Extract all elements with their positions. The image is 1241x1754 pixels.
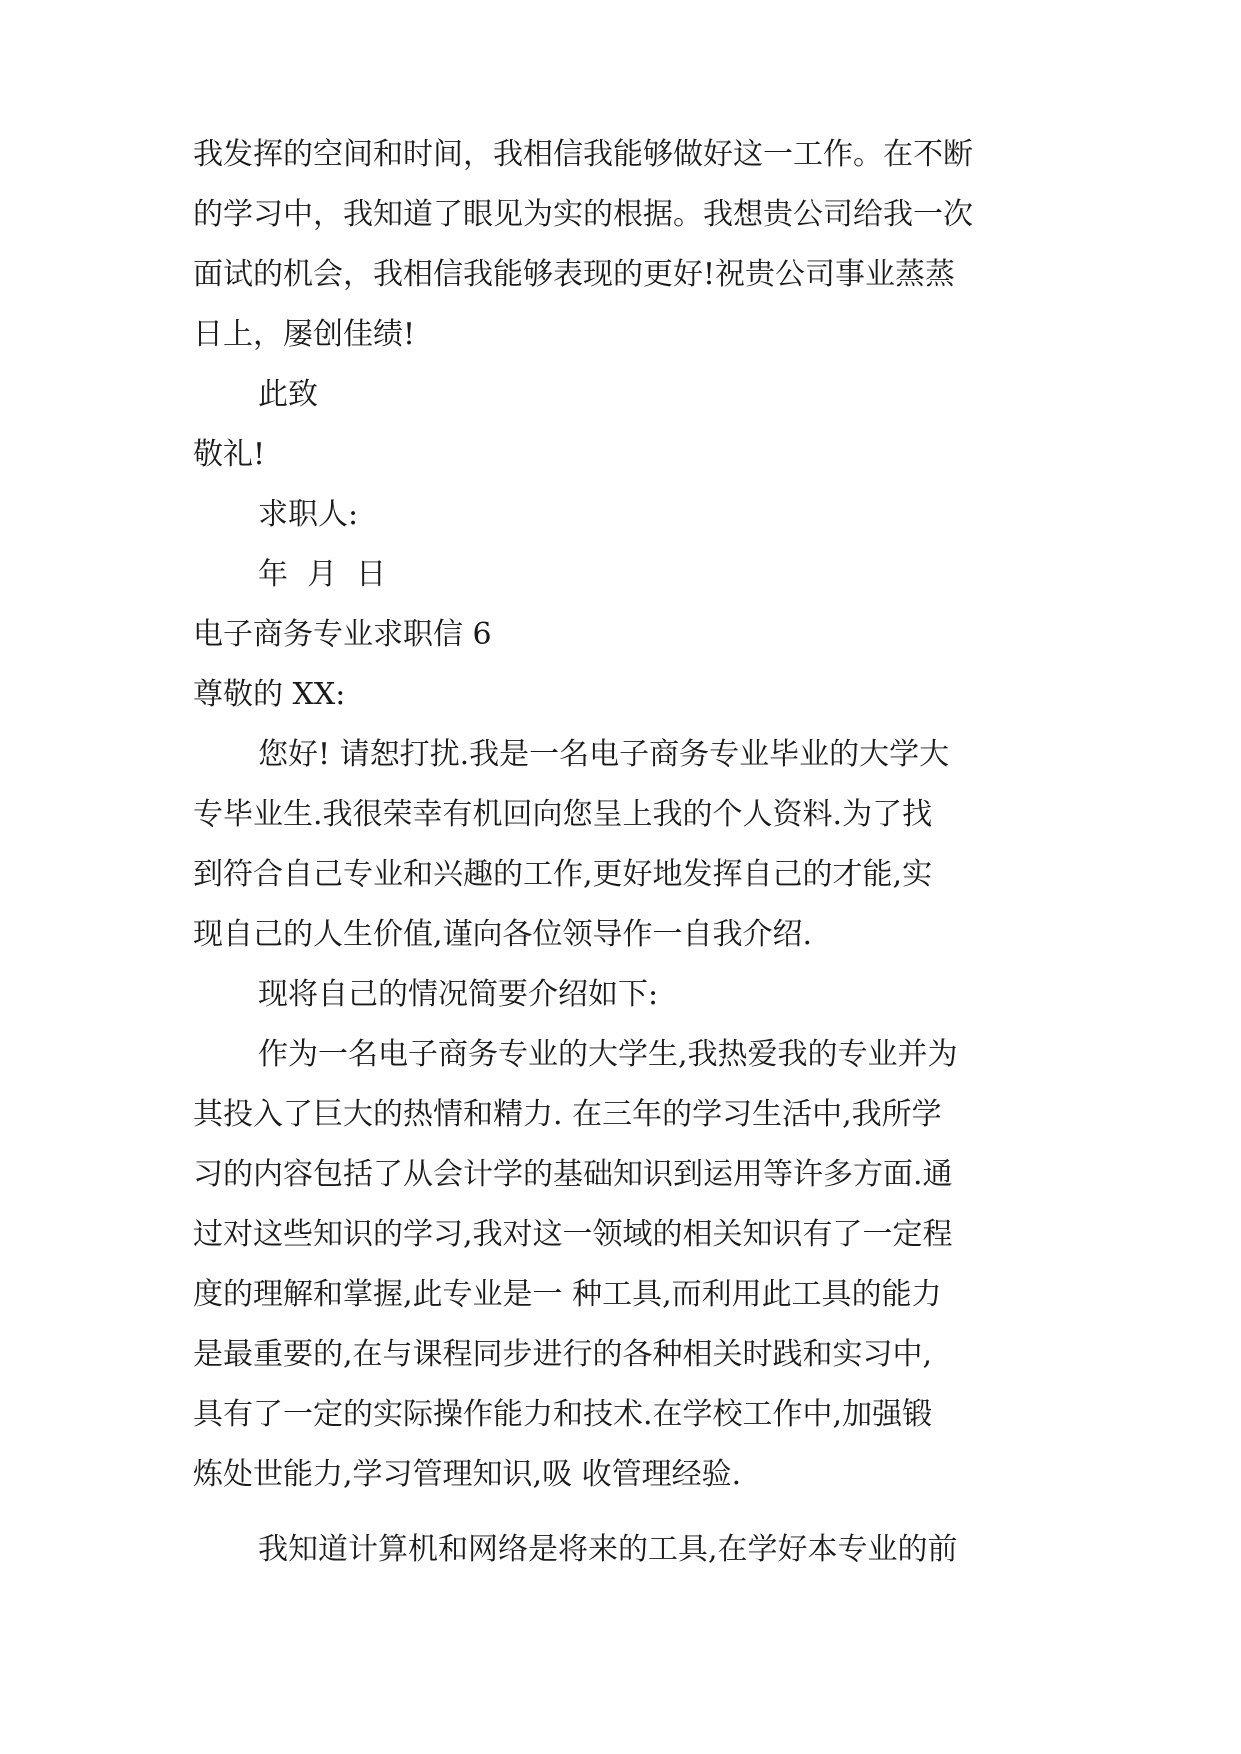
text-line: 习的内容包括了从会计学的基础知识到运用等许多方面.通 [193,1157,953,1192]
text-line: 专毕业生.我很荣幸有机回向您呈上我的个人资料.为了找 [193,797,933,832]
text-line: 作为一名电子商务专业的大学生,我热爱我的专业并为 [258,1037,958,1072]
text-line: 面试的机会，我相信我能够表现的更好!祝贵公司事业蒸蒸 [193,257,956,292]
text-line: 其投入了巨大的热情和精力. 在三年的学习生活中,我所学 [193,1097,942,1132]
letter-heading: 电子商务专业求职信 6 [193,617,492,652]
greeting: 尊敬的 XX: [193,677,346,712]
text-line: 炼处世能力,学习管理知识,吸 收管理经验. [193,1457,742,1492]
text-line: 我知道计算机和网络是将来的工具,在学好本专业的前 [258,1532,958,1567]
text-line: 您好! 请恕打扰.我是一名电子商务专业毕业的大学大 [258,737,950,772]
text-line: 我发挥的空间和时间，我相信我能够做好这一工作。在不断 [193,137,973,172]
closing-regards: 敬礼! [193,437,266,472]
text-line: 的学习中，我知道了眼见为实的根据。我想贵公司给我一次 [193,197,973,232]
text-line: 现将自己的情况简要介绍如下: [258,977,659,1012]
text-line: 日上，屡创佳绩! [193,317,416,352]
text-line: 过对这些知识的学习,我对这一领域的相关知识有了一定程 [193,1217,953,1252]
text-line: 现自己的人生价值,谨向各位领导作一自我介绍. [193,917,813,952]
text-line: 度的理解和掌握,此专业是一 种工具,而利用此工具的能力 [193,1277,942,1312]
text-line: 具有了一定的实际操作能力和技术.在学校工作中,加强锻 [193,1397,933,1432]
text-line: 是最重要的,在与课程同步进行的各种相关时践和实习中, [193,1337,933,1372]
date-line: 年 月 日 [258,557,387,592]
closing-salutation: 此致 [258,377,318,412]
applicant-signature: 求职人: [258,497,359,532]
text-line: 到符合自己专业和兴趣的工作,更好地发挥自己的才能,实 [193,857,933,892]
